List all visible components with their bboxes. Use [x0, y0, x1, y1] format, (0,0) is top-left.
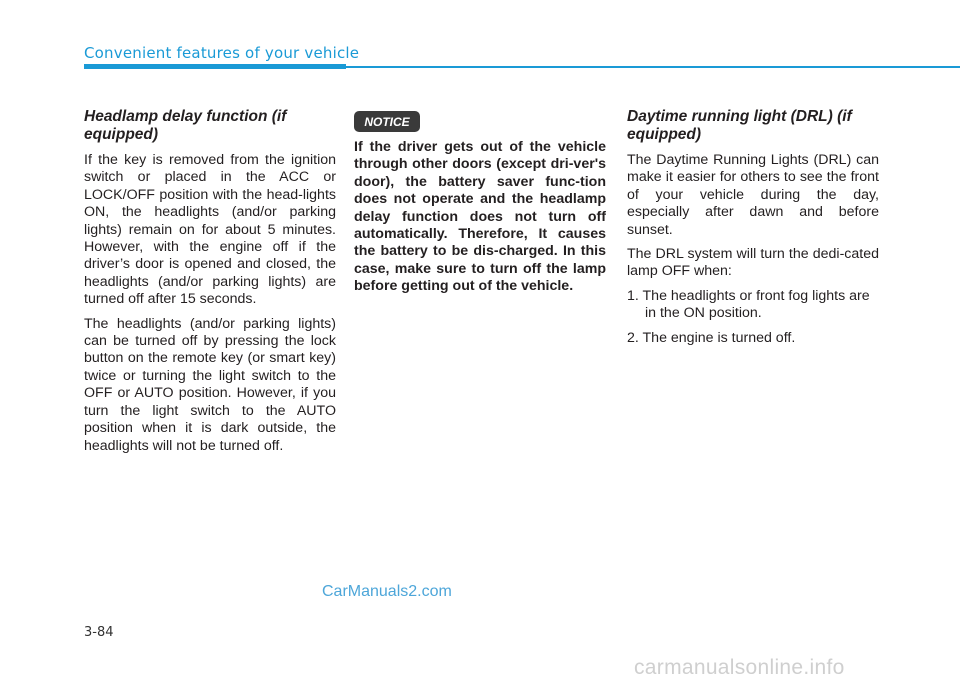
headlamp-delay-paragraph-1: If the key is removed from the ignition switch or placed in the ACC or LOCK/OFF position with the head-lights ON, the headlights (and/or parking lights) remain on for about 5 minutes. However, with the engine off if the driver’s door is opened and closed, the headlights (and/or parking lights) are turned off after 15 seconds.: [84, 152, 336, 308]
drl-paragraph-2: The DRL system will turn the dedi-cated lamp OFF when:: [627, 246, 879, 280]
drl-conditions-list: [627, 288, 879, 347]
header-accent-bar: [84, 64, 346, 69]
list-item: 2. The engine is turned off.: [627, 329, 796, 346]
header-rule: [346, 66, 960, 68]
column-headlamp-delay: [84, 108, 336, 462]
drl-paragraph-1: The Daytime Running Lights (DRL) can make it easier for others to see the front of your vehicle during the day, especially after dawn and before sunset.: [627, 152, 879, 238]
headlamp-delay-heading: Headlamp delay function (if equipped): [84, 108, 287, 143]
drl-heading: Daytime running light (DRL) (if equipped): [627, 108, 852, 143]
footer-watermark: carmanualsonline.info: [634, 656, 845, 679]
watermark-link[interactable]: CarManuals2.com: [322, 583, 452, 600]
column-drl: [627, 108, 879, 354]
list-item: 1. The headlights or front fog lights are in the ON position.: [627, 287, 870, 322]
headlamp-delay-paragraph-2: The headlights (and/or parking lights) can be turned off by pressing the lock button on the remote key (or smart key) twice or turning the light switch to the OFF or AUTO position. However, if you turn the light switch to the AUTO position when it is dark outside, the headlights will not be turned off.: [84, 315, 336, 454]
section-title: Convenient features of your vehicle: [84, 44, 360, 62]
notice-badge: NOTICE: [354, 111, 420, 132]
page-number: 3-84: [84, 625, 114, 640]
notice-text: If the driver gets out of the vehicle through other doors (except dri-ver's door), the battery saver func-tion does not operate and the headlamp delay function does not turn off automatically. Therefore, It causes the battery to be dis-charged. In this case, make sure to turn off the lamp before getting out of the vehicle.: [354, 139, 606, 295]
